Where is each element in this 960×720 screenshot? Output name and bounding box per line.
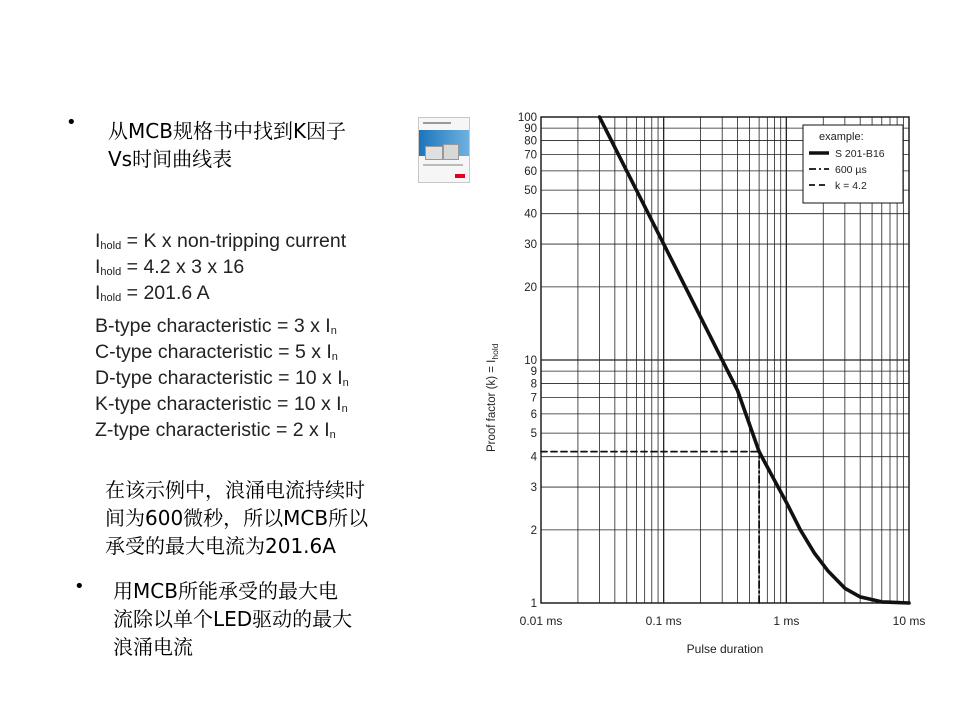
formula-ihold-definition: $I_{hold} = K$ x non-tripping current [95,230,347,252]
y-tick-label: 80 [524,135,537,148]
note-line-1: 在该示例中，浪涌电流持续时 [105,478,365,502]
note-line-2: 间为600微秒，所以MCB所以 [105,506,369,530]
y-tick-label: 3 [530,482,537,495]
y-tick-label: 4 [530,451,537,464]
proof-factor-chart [475,95,945,670]
y-tick-label: 20 [524,281,537,294]
bullet-1-line-1: 从MCB规格书中找到K因子 [108,119,347,143]
k-type-characteristic: K-type characteristic = 10 x $I_n$ [95,393,348,415]
y-tick-label: 6 [530,408,537,421]
y-tick-label: 7 [530,392,537,405]
c-type-characteristic: C-type characteristic = 5 x $I_n$ [95,341,338,363]
x-tick-label: 0.01 ms [519,614,563,628]
x-tick-label: 0.1 ms [645,614,682,628]
x-axis-label: Pulse duration [686,642,764,656]
formula-ihold-values: $I_{hold} = 4.2$ x 3 x 16 [95,256,245,278]
bullet-1-line-2: Vs时间曲线表 [108,147,233,171]
datasheet-thumbnail [418,117,470,183]
y-tick-label: 10 [524,355,537,367]
y-tick-label: 90 [524,123,537,136]
y-tick-label: 60 [524,165,537,178]
note-line-3: 承受的最大电流为201.6A [105,534,336,558]
z-type-characteristic: Z-type characteristic = 2 x $I_n$ [95,419,336,441]
legend-title: example: [819,131,864,143]
y-tick-label: 2 [530,524,537,537]
y-tick-label: 40 [524,208,537,221]
y-axis-label: Proof factor $(k) = I_{hold}$ [486,343,500,452]
y-tick-label: 9 [530,366,537,379]
legend-entry: S 201-B16 [835,148,885,160]
y-tick-label: 30 [524,239,537,252]
y-tick-label: 100 [517,112,537,124]
bullet-2-line-2: 流除以单个LED驱动的最大 [113,607,353,631]
x-tick-label: 10 ms [892,614,926,628]
legend-entry: 600 µs [835,164,867,176]
bullet-2-line-1: 用MCB所能承受的最大电 [113,579,338,603]
b-type-characteristic: B-type characteristic = 3 x $I_n$ [95,315,337,337]
bullet-dot-icon: • [74,576,85,597]
y-tick-label: 8 [530,378,537,391]
d-type-characteristic: D-type characteristic = 10 x $I_n$ [95,367,349,389]
y-tick-label: 50 [524,185,537,198]
y-tick-label: 1 [530,598,537,610]
bullet-dot-icon: • [66,112,77,133]
legend-entry: k = 4.2 [835,180,867,192]
formula-ihold-result: $I_{hold} = 201.6$ A [95,282,210,304]
bullet-2-line-3: 浪涌电流 [113,635,193,659]
y-tick-label: 5 [530,428,537,441]
x-tick-label: 1 ms [773,614,800,628]
y-tick-label: 70 [524,149,537,162]
